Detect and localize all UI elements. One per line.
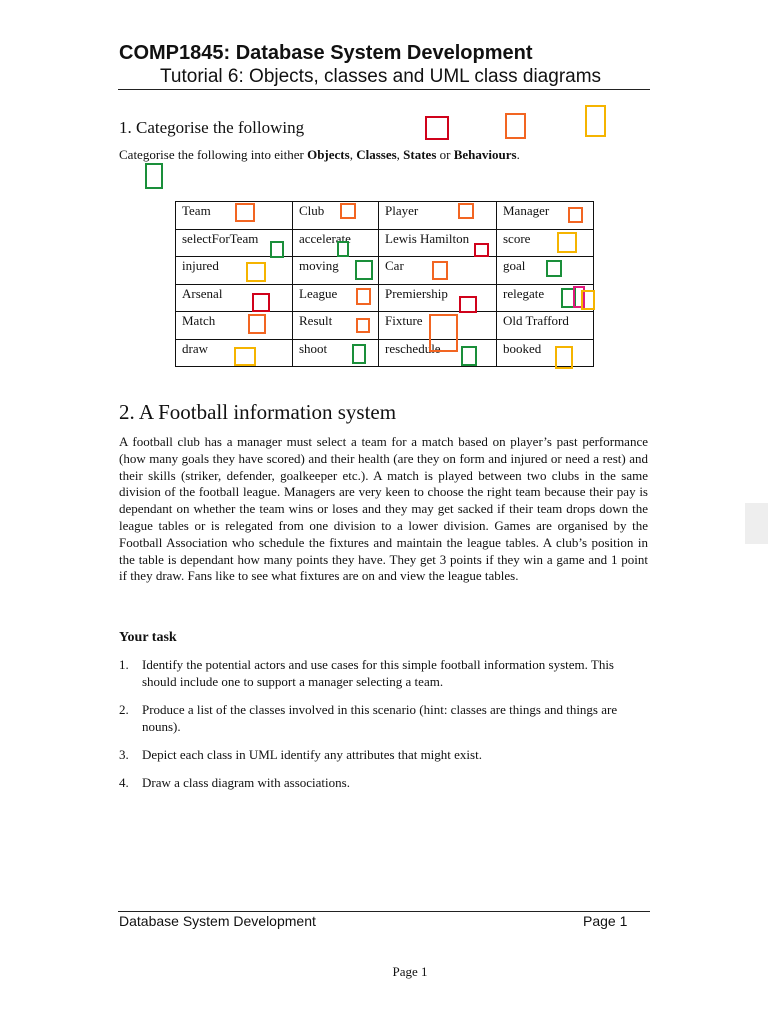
- intro-suffix: .: [516, 147, 520, 162]
- annotation-box: [356, 318, 370, 333]
- annotation-box: [248, 314, 266, 334]
- table-cell: accelerate: [293, 229, 379, 257]
- table-cell: injured: [176, 257, 293, 285]
- task-text: Draw a class diagram with associations.: [142, 775, 350, 790]
- table-cell: Arsenal: [176, 284, 293, 312]
- tutorial-title: Tutorial 6: Objects, classes and UML class diagrams: [160, 66, 602, 87]
- annotation-box: [555, 346, 573, 369]
- annotation-box: [505, 113, 526, 139]
- footer-divider: [118, 911, 650, 912]
- annotation-box: [568, 207, 583, 223]
- intro-separator: or: [436, 147, 454, 162]
- table-cell: League: [293, 284, 379, 312]
- annotation-box: [429, 314, 458, 352]
- section-2-title: 2. A Football information system: [119, 400, 397, 424]
- table-cell: Team: [176, 202, 293, 230]
- your-task-heading: Your task: [119, 630, 177, 645]
- intro-prefix: Categorise the following into either: [119, 147, 308, 162]
- table-cell: booked: [497, 339, 594, 367]
- annotation-box: [458, 203, 474, 219]
- annotation-box: [585, 105, 606, 137]
- annotation-box: [252, 293, 270, 312]
- table-cell: Club: [293, 202, 379, 230]
- table-cell: Lewis Hamilton: [379, 229, 497, 257]
- task-number: 2.: [119, 702, 129, 717]
- annotation-box: [270, 241, 284, 258]
- table-cell: relegate: [497, 284, 594, 312]
- footer-page-number: Page 1: [583, 913, 628, 929]
- table-cell: Result: [293, 312, 379, 340]
- table-cell: Car: [379, 257, 497, 285]
- categorise-table: [175, 201, 594, 367]
- annotation-box: [234, 347, 256, 366]
- table-cell: Player: [379, 202, 497, 230]
- task-text: Produce a list of the classes involved in this scenario (hint: classes are things and things are nouns).: [142, 702, 618, 734]
- category-states: States: [403, 147, 437, 162]
- table-cell: score: [497, 229, 594, 257]
- task-text: Depict each class in UML identify any attributes that might exist.: [142, 747, 482, 762]
- table-cell: shoot: [293, 339, 379, 367]
- section-1-title: 1. Categorise the following: [119, 118, 305, 137]
- task-text: Identify the potential actors and use cases for this simple football information system. This should include one to support a manager selecting a team.: [142, 657, 614, 689]
- category-behaviours: Behaviours: [453, 147, 517, 162]
- category-classes: Classes: [356, 147, 397, 162]
- table-cell: Premiership: [379, 284, 497, 312]
- annotation-box: [246, 262, 266, 282]
- task-list: [119, 656, 649, 802]
- table-row: [176, 257, 594, 285]
- annotation-box: [474, 243, 489, 257]
- list-item: [119, 746, 649, 763]
- annotation-box: [461, 346, 477, 366]
- annotation-box: [355, 260, 373, 280]
- table-cell: Fixture: [379, 312, 497, 340]
- list-item: [119, 701, 649, 735]
- annotation-box: [432, 261, 448, 280]
- list-item: [119, 774, 649, 791]
- table-cell: draw: [176, 339, 293, 367]
- header-divider: [118, 89, 650, 90]
- annotation-box: [557, 232, 577, 253]
- annotation-box: [340, 203, 356, 219]
- table-cell: reschedule: [379, 339, 497, 367]
- intro-separator: ,: [396, 147, 404, 162]
- task-number: 1.: [119, 657, 129, 672]
- annotation-box: [459, 296, 477, 313]
- task-number: 4.: [119, 775, 129, 790]
- table-cell: Match: [176, 312, 293, 340]
- annotation-box: [145, 163, 163, 189]
- course-title: COMP1845: Database System Development: [119, 42, 533, 64]
- table-cell: Old Trafford: [497, 312, 594, 340]
- annotation-box: [546, 260, 562, 277]
- category-objects: Objects: [307, 147, 350, 162]
- footer-course-name: Database System Development: [119, 913, 316, 929]
- page-number-label: Page 1: [392, 964, 428, 979]
- table-row: [176, 312, 594, 340]
- table-cell: Manager: [497, 202, 594, 230]
- list-item: [119, 656, 649, 690]
- annotation-box: [581, 290, 595, 310]
- table-row: [176, 284, 594, 312]
- annotation-box: [337, 241, 349, 257]
- annotation-box: [356, 288, 371, 305]
- section-1-intro: [119, 147, 520, 163]
- side-scroll-tab[interactable]: [745, 503, 768, 544]
- scenario-paragraph: A football club has a manager must select a team for a match based on player’s past performance (how many goals they have scored) and their health (are they on form and injured or need a rest) and their skills (striker, defender, goalkeeper etc.). A match is played between two clubs in the same division of the football league. Managers are very keen to choose the right team because their pay is dependant on whether the team wins or loses and they may get sacked if their team drops down the league tables or is relegated from one division to a lower division. Games are organised by the Football Association who schedule the fixtures and maintain the league tables. A club’s position in the table is dependant how many points they have. They get 3 points if they win a game and 1 point if they draw. Fans like to see what fixtures are on and view the league tables.: [119, 434, 648, 584]
- table-cell: selectForTeam: [176, 229, 293, 257]
- table-cell: goal: [497, 257, 594, 285]
- annotation-box: [352, 344, 366, 364]
- task-number: 3.: [119, 747, 129, 762]
- table-row: [176, 229, 594, 257]
- annotation-box: [235, 203, 255, 222]
- table-cell: moving: [293, 257, 379, 285]
- annotation-box: [425, 116, 449, 140]
- intro-separator: ,: [349, 147, 357, 162]
